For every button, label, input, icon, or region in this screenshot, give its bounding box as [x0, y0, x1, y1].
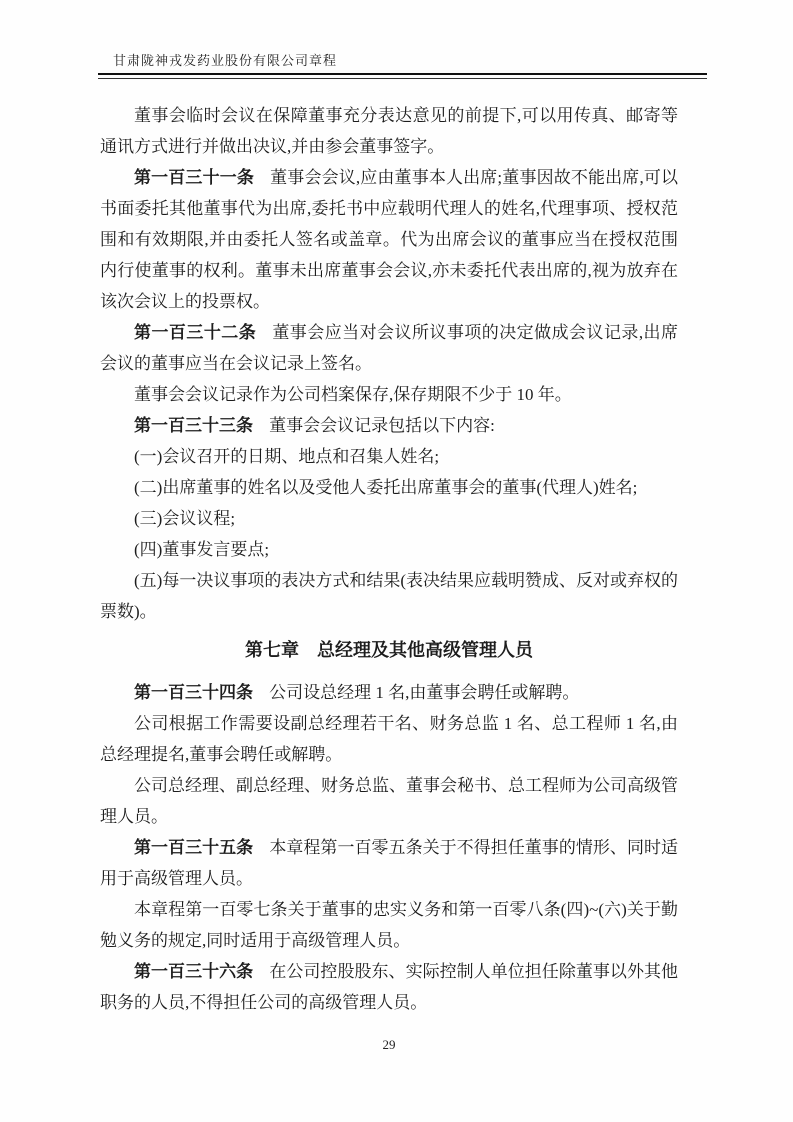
article-number: 第一百三十六条	[134, 962, 254, 981]
article-number: 第一百三十五条	[134, 838, 254, 857]
paragraph-text: 董事会会议记录作为公司档案保存,保存期限不少于 10 年。	[134, 385, 572, 404]
paragraph	[100, 441, 678, 472]
paragraph	[100, 708, 678, 770]
paragraph-text: (二)出席董事的姓名以及受他人委托出席董事会的董事(代理人)姓名;	[134, 478, 638, 497]
paragraph	[100, 770, 678, 832]
paragraph	[100, 894, 678, 956]
paragraph-text: 本章程第一百零七条关于董事的忠实义务和第一百零八条(四)~(六)关于勤勉义务的规定,同时适用于高级管理人员。	[100, 900, 678, 950]
header-rule-thick-line	[98, 73, 707, 75]
paragraph	[100, 534, 678, 565]
paragraph-text: 董事会临时会议在保障董事充分表达意见的前提下,可以用传真、邮寄等通讯方式进行并做出决议,并由参会董事签字。	[100, 106, 678, 156]
paragraph-text: 本章程第一百零五条关于不得担任董事的情形、同时适用于高级管理人员。	[100, 838, 679, 888]
paragraph-text: 公司根据工作需要设副总经理若干名、财务总监 1 名、总工程师 1 名,由总经理提名,董事会聘任或解聘。	[100, 714, 678, 764]
chapter-heading	[100, 635, 678, 666]
article-number: 第一百三十一条	[134, 168, 255, 187]
article-paragraph	[100, 410, 678, 441]
paragraph-text: 董事会会议,应由董事本人出席;董事因故不能出席,可以书面委托其他董事代为出席,委托书中应载明代理人的姓名,代理事项、授权范围和有效期限,并由委托人签名或盖章。代为出席会议的董事应当在授权范围内行使董事的权利。董事未出席董事会会议,亦未委托代表出席的,视为放弃在该次会议上的投票权。	[100, 168, 678, 311]
article-paragraph	[100, 317, 678, 379]
article-paragraph	[100, 832, 678, 894]
paragraph	[100, 472, 678, 503]
article-number: 第一百三十四条	[134, 683, 253, 702]
chapter-title: 总经理及其他高级管理人员	[317, 640, 533, 660]
paragraph	[100, 100, 678, 162]
header-company-title: 甘肃陇神戎发药业股份有限公司章程	[113, 53, 338, 68]
paragraph-text: 董事会应当对会议所议事项的决定做成会议记录,出席会议的董事应当在会议记录上签名。	[100, 323, 679, 373]
paragraph	[100, 565, 678, 627]
paragraph-text: 公司总经理、副总经理、财务总监、董事会秘书、总工程师为公司高级管理人员。	[100, 776, 678, 826]
header-rule-thin-line	[98, 78, 707, 79]
page-footer	[100, 1036, 678, 1054]
document-body	[100, 100, 678, 1018]
paragraph-text: (三)会议议程;	[134, 509, 236, 528]
paragraph-text: 公司设总经理 1 名,由董事会聘任或解聘。	[269, 683, 580, 702]
article-number: 第一百三十三条	[134, 416, 253, 435]
paragraph-text: (五)每一决议事项的表决方式和结果(表决结果应载明赞成、反对或弃权的票数)。	[100, 571, 678, 621]
article-paragraph	[100, 956, 678, 1018]
header-rule	[98, 73, 707, 79]
chapter-number: 第七章	[245, 640, 299, 660]
page-number: 29	[382, 1037, 396, 1052]
paragraph-text: (一)会议召开的日期、地点和召集人姓名;	[134, 447, 440, 466]
paragraph-text: 董事会会议记录包括以下内容:	[269, 416, 495, 435]
article-number: 第一百三十二条	[134, 323, 257, 342]
paragraph	[100, 503, 678, 534]
paragraph-text: 在公司控股股东、实际控制人单位担任除董事以外其他职务的人员,不得担任公司的高级管理人员。	[100, 962, 679, 1012]
paragraph-text: (四)董事发言要点;	[134, 540, 270, 559]
article-paragraph	[100, 677, 678, 708]
article-paragraph	[100, 162, 678, 317]
page-header	[100, 0, 678, 79]
paragraph	[100, 379, 678, 410]
